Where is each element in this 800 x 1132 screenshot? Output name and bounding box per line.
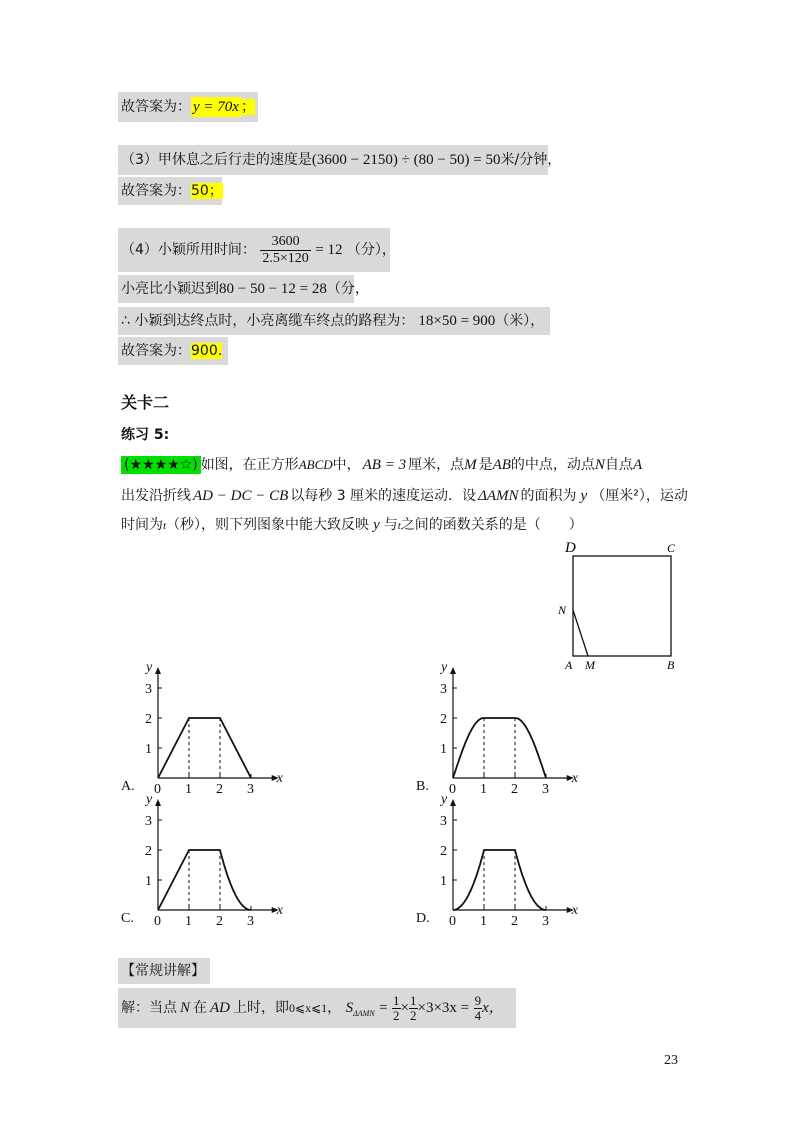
function-curve [453, 850, 546, 910]
problem-text: 的面积为 [520, 488, 577, 504]
problem-line-3 [121, 515, 583, 536]
numerator: 1 [393, 992, 400, 1008]
q4-unit: （分）， [346, 242, 396, 258]
problem-text: 是 [478, 457, 493, 473]
function-curve [158, 850, 251, 910]
graph-option-b [435, 660, 578, 797]
answer2-value: 50； [191, 183, 223, 199]
range-expr: 0⩽x⩽1 [289, 1001, 328, 1015]
x-axis-label: x [571, 771, 578, 786]
option-c-label[interactable]: C. [121, 911, 134, 926]
var-t: t [163, 520, 167, 532]
q3-line [121, 150, 561, 170]
result-tail: x， [482, 1000, 504, 1016]
problem-text: 以每秒 3 厘米的速度运动．设 [290, 488, 477, 504]
label-c: C [667, 541, 676, 555]
problem-text: 自点 [604, 457, 633, 473]
fraction-half-1 [392, 994, 401, 1023]
label-m: M [585, 658, 595, 672]
answer3-prefix: 故答案为： [121, 343, 191, 359]
y-tick-label: 3 [145, 682, 152, 697]
ab-length: AB = 3 [362, 457, 407, 473]
x-tick-label: 3 [247, 782, 254, 797]
y-tick-label: 1 [440, 742, 447, 757]
x-tick-label: 0 [449, 914, 456, 929]
point-m: M [464, 457, 477, 473]
option-b-label[interactable]: B. [416, 779, 429, 794]
x-tick-label: 2 [216, 782, 223, 797]
late-expr: 80 − 50 − 12 = 28 [219, 281, 327, 297]
x-axis-label: x [571, 903, 578, 918]
triangle-amn: ΔAMN [478, 488, 519, 504]
x-axis-label: x [276, 903, 283, 918]
y-axis-label: y [441, 792, 448, 807]
exercise-label: 练习 5: [121, 427, 170, 443]
answer3-value: 900. [191, 343, 223, 359]
problem-text: （秒），则下列图象中能大致反映 [166, 517, 370, 533]
y-tick-label: 1 [145, 874, 152, 889]
solution-line [121, 990, 504, 1032]
var-y: y [580, 488, 588, 504]
q4-result: = 12 [315, 242, 343, 258]
y-axis-arrow [155, 799, 161, 806]
y-tick-label: 2 [145, 844, 152, 859]
y-tick-label: 2 [440, 712, 447, 727]
y-axis-arrow [155, 667, 161, 674]
problem-text: （厘米²），运动 [591, 488, 688, 504]
x-tick-label: 0 [154, 914, 161, 929]
q3-prefix: （3）甲休息之后行走的速度是 [121, 152, 312, 168]
square-name: ABCD [298, 457, 333, 472]
fraction-nine-fourths [474, 994, 483, 1023]
y-axis-label: y [146, 792, 153, 807]
solution-text: ， [327, 1000, 342, 1016]
q4-numerator: 3600 [260, 234, 310, 251]
x-tick-label: 1 [185, 914, 192, 929]
section-title: 关卡二 [121, 393, 170, 412]
numerator: 9 [474, 992, 482, 1008]
x-tick-label: 0 [154, 782, 161, 797]
x-tick-label: 2 [216, 914, 223, 929]
q4-fraction [260, 234, 310, 267]
x-tick-label: 0 [449, 782, 456, 797]
solution-text: 在 [193, 1000, 208, 1016]
x-tick-label: 2 [511, 914, 518, 929]
y-tick-label: 2 [145, 712, 152, 727]
y-tick-label: 1 [440, 874, 447, 889]
segment-ad: AD [210, 1000, 231, 1016]
denominator: 2 [410, 1007, 417, 1023]
q4-denominator: 2.5×120 [262, 250, 309, 266]
equals: = [379, 1000, 388, 1016]
label-n: N [558, 603, 567, 617]
answer2-prefix: 故答案为： [121, 183, 191, 199]
late-prefix: 小亮比小颖迟到 [121, 281, 219, 297]
distance-expr: 18×50 = 900 [418, 313, 496, 329]
problem-text: 如图，在正方形 [200, 457, 299, 473]
graph-option-c [140, 792, 283, 929]
label-a: A [565, 658, 573, 672]
y-tick-label: 2 [440, 844, 447, 859]
distance-suffix: （米）， [495, 313, 545, 329]
problem-line-2 [121, 486, 688, 506]
y-axis-arrow [450, 667, 456, 674]
answer2-line [121, 181, 223, 201]
solution-text: 上时，即 [233, 1000, 290, 1016]
x-tick-label: 3 [247, 914, 254, 929]
y-tick-label: 1 [145, 742, 152, 757]
late-suffix: （分， [326, 281, 369, 297]
q3-unit: 米/分钟， [500, 152, 562, 168]
segment-ab: AB [492, 457, 511, 473]
difficulty-stars: (★★★★☆) [121, 456, 201, 474]
distance-line [121, 311, 544, 331]
numerator: 1 [410, 992, 417, 1008]
y-tick-label: 3 [440, 814, 447, 829]
option-a-label[interactable]: A. [121, 779, 135, 794]
x-tick-label: 3 [542, 914, 549, 929]
answer3-line [121, 341, 222, 361]
point-n: N [594, 457, 605, 473]
square-figure [555, 540, 685, 675]
product-expr: ×3×3x = [417, 1000, 470, 1016]
var-y: y [373, 517, 380, 533]
y-tick-label: 3 [440, 682, 447, 697]
answer1-line [121, 97, 255, 117]
fraction-half-2 [409, 994, 418, 1023]
problem-text: 的中点，动点 [510, 457, 595, 473]
problem-text: 出发沿折线 [121, 488, 191, 504]
problem-text: 中， [332, 457, 361, 473]
problem-line-1 [121, 455, 642, 475]
denominator: 4 [474, 1007, 482, 1023]
y-axis-label: y [146, 660, 153, 675]
q4-line [121, 232, 396, 268]
late-line [121, 279, 369, 299]
y-axis-label: y [441, 660, 448, 675]
x-axis-label: x [276, 771, 283, 786]
function-curve [453, 718, 546, 778]
answer1-prefix: 故答案为： [121, 99, 191, 115]
label-b: B [667, 658, 675, 672]
x-tick-label: 3 [542, 782, 549, 797]
function-curve [158, 718, 251, 778]
problem-text: 时间为 [121, 517, 163, 533]
times: × [400, 1000, 410, 1016]
problem-text: 之间的函数关系的是（ ） [400, 517, 583, 533]
q3-expr: (3600 − 2150) ÷ (80 − 50) = 50 [311, 152, 501, 168]
y-axis-arrow [450, 799, 456, 806]
solution-text: 解：当点 [121, 1000, 177, 1016]
var-t: t [397, 520, 401, 532]
path: AD − DC − CB [193, 488, 289, 504]
graph-option-a [140, 660, 283, 797]
graph-option-d [435, 792, 578, 929]
denominator: 2 [393, 1007, 400, 1023]
x-tick-label: 1 [480, 782, 487, 797]
area-subscript: ΔAMN [353, 1008, 375, 1018]
point-a: A [632, 457, 643, 473]
label-d: D [565, 540, 576, 556]
x-tick-label: 2 [511, 782, 518, 797]
page-number: 23 [664, 1053, 678, 1068]
answer1-suffix: ； [240, 99, 255, 115]
problem-text: 厘米，点 [408, 457, 465, 473]
q4-prefix: （4）小颖所用时间： [121, 242, 256, 258]
solution-header: 【常规讲解】 [121, 963, 205, 979]
square-abcd [573, 556, 671, 656]
segment-nm [573, 610, 588, 656]
answer1-value: y = 70x [193, 99, 239, 115]
option-d-label[interactable]: D. [416, 911, 430, 926]
point-n: N [180, 1000, 191, 1016]
distance-prefix: ∴ 小颖到达终点时，小亮离缆车终点的路程为： [121, 313, 415, 329]
area-symbol: S [345, 1000, 354, 1016]
y-tick-label: 3 [145, 814, 152, 829]
problem-text: 与 [383, 517, 398, 533]
x-tick-label: 1 [185, 782, 192, 797]
x-tick-label: 1 [480, 914, 487, 929]
